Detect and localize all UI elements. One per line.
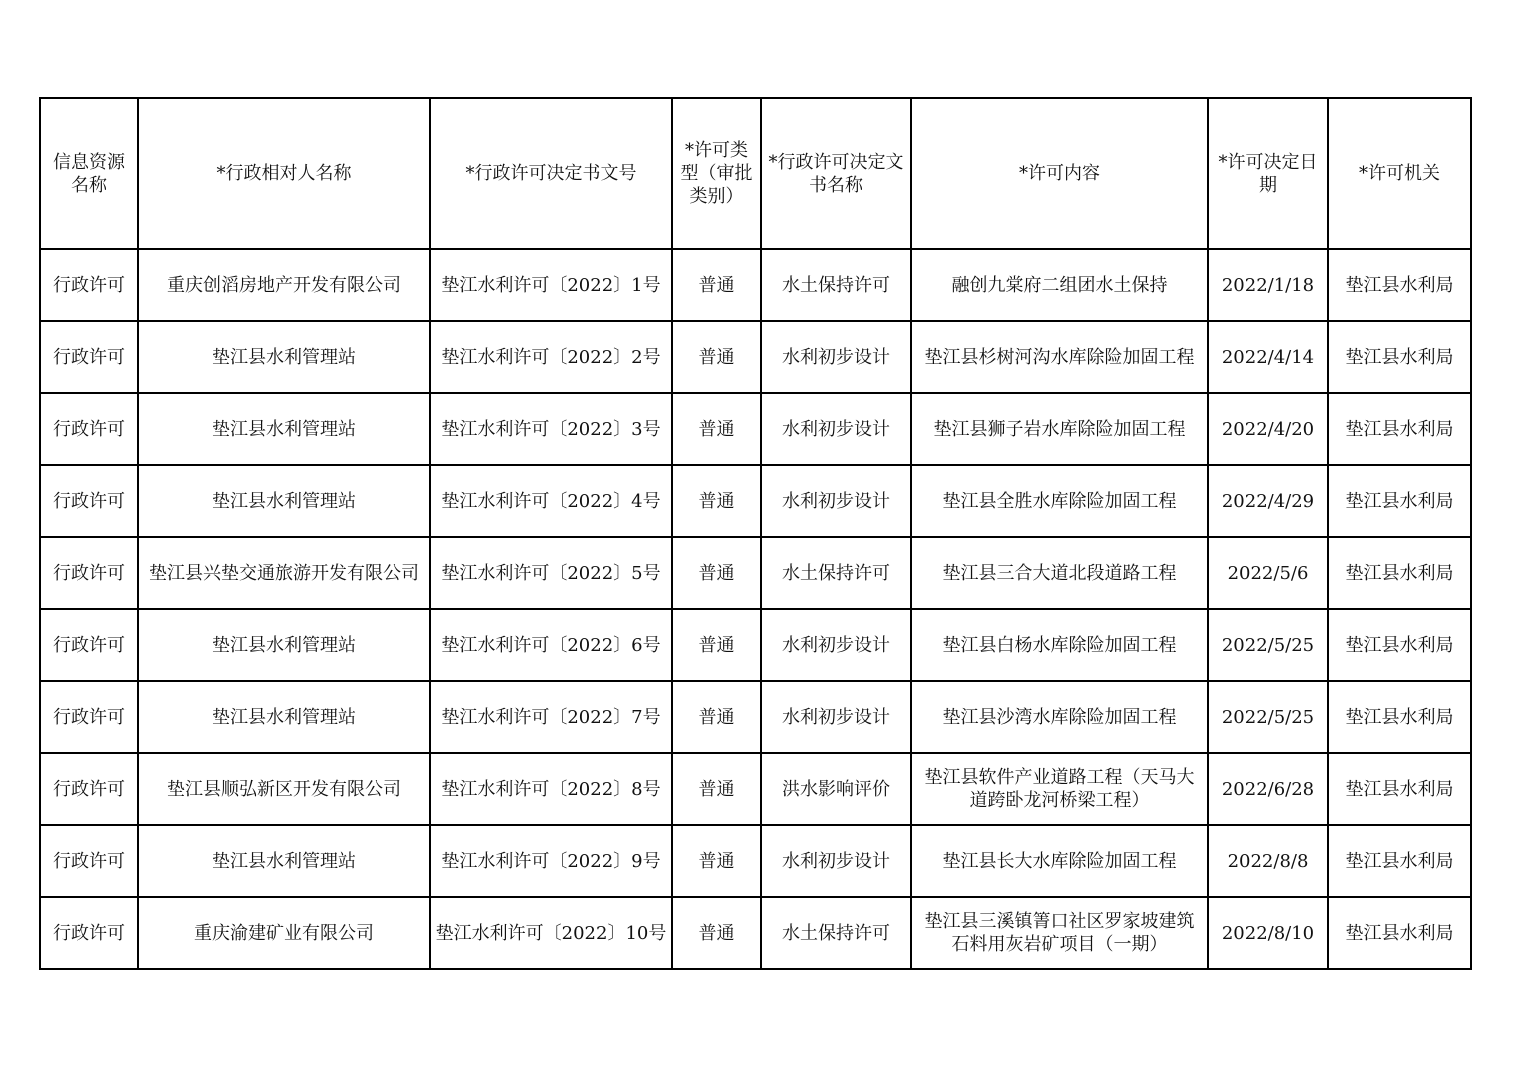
header-content: *许可内容	[911, 98, 1208, 249]
cell-decision-date: 2022/4/29	[1208, 465, 1328, 537]
cell-permit-category: 普通	[672, 825, 761, 897]
cell-doc-number: 垫江水利许可〔2022〕9号	[430, 825, 672, 897]
cell-doc-number: 垫江水利许可〔2022〕5号	[430, 537, 672, 609]
cell-doc-name: 水利初步设计	[761, 321, 911, 393]
cell-decision-date: 2022/6/28	[1208, 753, 1328, 825]
cell-decision-date: 2022/4/14	[1208, 321, 1328, 393]
cell-permit-category: 普通	[672, 321, 761, 393]
cell-doc-name: 水利初步设计	[761, 393, 911, 465]
cell-party-name: 垫江县兴垫交通旅游开发有限公司	[138, 537, 430, 609]
header-doc-number: *行政许可决定书文号	[430, 98, 672, 249]
cell-info-source: 行政许可	[40, 825, 138, 897]
cell-content: 垫江县沙湾水库除险加固工程	[911, 681, 1208, 753]
cell-permit-category: 普通	[672, 465, 761, 537]
cell-content: 融创九棠府二组团水土保持	[911, 249, 1208, 321]
cell-doc-number: 垫江水利许可〔2022〕1号	[430, 249, 672, 321]
cell-party-name: 垫江县顺弘新区开发有限公司	[138, 753, 430, 825]
cell-authority: 垫江县水利局	[1328, 393, 1471, 465]
table-row	[40, 249, 1471, 321]
cell-content: 垫江县软件产业道路工程（天马大道跨卧龙河桥梁工程）	[911, 753, 1208, 825]
cell-doc-name: 水利初步设计	[761, 681, 911, 753]
cell-authority: 垫江县水利局	[1328, 465, 1471, 537]
header-permit-category: *许可类型（审批类别）	[672, 98, 761, 249]
cell-permit-category: 普通	[672, 681, 761, 753]
cell-doc-name: 水土保持许可	[761, 537, 911, 609]
cell-authority: 垫江县水利局	[1328, 825, 1471, 897]
cell-info-source: 行政许可	[40, 249, 138, 321]
cell-authority: 垫江县水利局	[1328, 897, 1471, 969]
cell-doc-number: 垫江水利许可〔2022〕10号	[430, 897, 672, 969]
cell-party-name: 垫江县水利管理站	[138, 393, 430, 465]
cell-party-name: 垫江县水利管理站	[138, 609, 430, 681]
cell-decision-date: 2022/5/6	[1208, 537, 1328, 609]
cell-decision-date: 2022/4/20	[1208, 393, 1328, 465]
permit-sheet	[39, 97, 1470, 970]
cell-info-source: 行政许可	[40, 465, 138, 537]
cell-party-name: 垫江县水利管理站	[138, 825, 430, 897]
cell-info-source: 行政许可	[40, 321, 138, 393]
cell-content: 垫江县三溪镇箐口社区罗家坡建筑石料用灰岩矿项目（一期）	[911, 897, 1208, 969]
cell-permit-category: 普通	[672, 897, 761, 969]
cell-info-source: 行政许可	[40, 897, 138, 969]
cell-party-name: 重庆创滔房地产开发有限公司	[138, 249, 430, 321]
cell-party-name: 垫江县水利管理站	[138, 321, 430, 393]
cell-decision-date: 2022/5/25	[1208, 681, 1328, 753]
cell-content: 垫江县三合大道北段道路工程	[911, 537, 1208, 609]
cell-permit-category: 普通	[672, 249, 761, 321]
cell-doc-number: 垫江水利许可〔2022〕8号	[430, 753, 672, 825]
cell-decision-date: 2022/1/18	[1208, 249, 1328, 321]
permit-table	[39, 97, 1472, 970]
table-row	[40, 897, 1471, 969]
cell-permit-category: 普通	[672, 393, 761, 465]
cell-permit-category: 普通	[672, 609, 761, 681]
table-row	[40, 681, 1471, 753]
cell-info-source: 行政许可	[40, 753, 138, 825]
cell-doc-name: 水土保持许可	[761, 249, 911, 321]
header-party-name: *行政相对人名称	[138, 98, 430, 249]
cell-permit-category: 普通	[672, 537, 761, 609]
cell-permit-category: 普通	[672, 753, 761, 825]
table-row	[40, 753, 1471, 825]
cell-party-name: 重庆渝建矿业有限公司	[138, 897, 430, 969]
cell-party-name: 垫江县水利管理站	[138, 681, 430, 753]
header-doc-name: *行政许可决定文书名称	[761, 98, 911, 249]
cell-info-source: 行政许可	[40, 681, 138, 753]
cell-doc-name: 水利初步设计	[761, 465, 911, 537]
table-row	[40, 537, 1471, 609]
cell-info-source: 行政许可	[40, 609, 138, 681]
cell-content: 垫江县全胜水库除险加固工程	[911, 465, 1208, 537]
cell-party-name: 垫江县水利管理站	[138, 465, 430, 537]
cell-info-source: 行政许可	[40, 393, 138, 465]
cell-authority: 垫江县水利局	[1328, 537, 1471, 609]
cell-doc-number: 垫江水利许可〔2022〕7号	[430, 681, 672, 753]
cell-content: 垫江县白杨水库除险加固工程	[911, 609, 1208, 681]
cell-authority: 垫江县水利局	[1328, 609, 1471, 681]
header-info-source: 信息资源名称	[40, 98, 138, 249]
cell-doc-name: 水土保持许可	[761, 897, 911, 969]
table-row	[40, 393, 1471, 465]
cell-content: 垫江县长大水库除险加固工程	[911, 825, 1208, 897]
cell-doc-name: 水利初步设计	[761, 609, 911, 681]
table-row	[40, 321, 1471, 393]
cell-info-source: 行政许可	[40, 537, 138, 609]
cell-content: 垫江县杉树河沟水库除险加固工程	[911, 321, 1208, 393]
cell-doc-number: 垫江水利许可〔2022〕4号	[430, 465, 672, 537]
cell-doc-number: 垫江水利许可〔2022〕6号	[430, 609, 672, 681]
cell-doc-number: 垫江水利许可〔2022〕3号	[430, 393, 672, 465]
table-row	[40, 609, 1471, 681]
cell-authority: 垫江县水利局	[1328, 681, 1471, 753]
cell-authority: 垫江县水利局	[1328, 249, 1471, 321]
cell-decision-date: 2022/8/10	[1208, 897, 1328, 969]
cell-content: 垫江县狮子岩水库除险加固工程	[911, 393, 1208, 465]
header-decision-date: *许可决定日期	[1208, 98, 1328, 249]
header-authority: *许可机关	[1328, 98, 1471, 249]
table-row	[40, 465, 1471, 537]
header-row	[40, 98, 1471, 249]
cell-decision-date: 2022/5/25	[1208, 609, 1328, 681]
cell-doc-name: 水利初步设计	[761, 825, 911, 897]
cell-authority: 垫江县水利局	[1328, 321, 1471, 393]
cell-authority: 垫江县水利局	[1328, 753, 1471, 825]
table-row	[40, 825, 1471, 897]
cell-doc-name: 洪水影响评价	[761, 753, 911, 825]
cell-doc-number: 垫江水利许可〔2022〕2号	[430, 321, 672, 393]
cell-decision-date: 2022/8/8	[1208, 825, 1328, 897]
